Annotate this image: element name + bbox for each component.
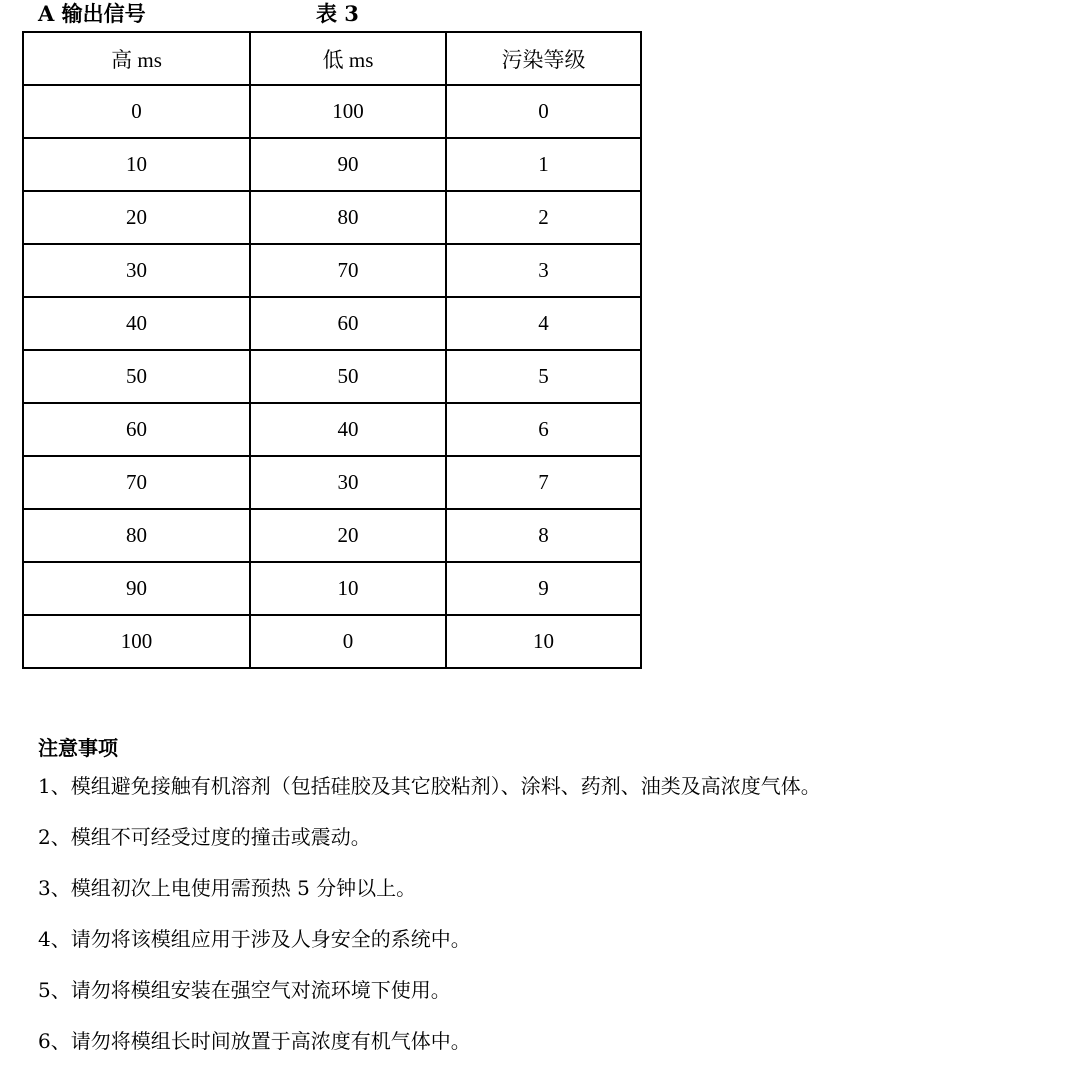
cell-level: 4 <box>446 297 641 350</box>
header-low-ms: 低 ms <box>250 32 446 85</box>
cell-level: 2 <box>446 191 641 244</box>
section-title: A 输出信号 <box>38 1 146 26</box>
cell-low: 10 <box>250 562 446 615</box>
cell-high: 100 <box>23 615 250 668</box>
header-pollution-level: 污染等级 <box>446 32 641 85</box>
cell-low: 90 <box>250 138 446 191</box>
cell-level: 5 <box>446 350 641 403</box>
cell-high: 20 <box>23 191 250 244</box>
cell-low: 70 <box>250 244 446 297</box>
table-caption: 表 3 <box>316 1 359 26</box>
note-item: 2、模组不可经受过度的撞击或震动。 <box>38 825 371 849</box>
cell-high: 70 <box>23 456 250 509</box>
cell-level: 0 <box>446 85 641 138</box>
cell-high: 50 <box>23 350 250 403</box>
cell-level: 10 <box>446 615 641 668</box>
table-row <box>23 350 641 403</box>
cell-low: 50 <box>250 350 446 403</box>
cell-low: 30 <box>250 456 446 509</box>
cell-level: 3 <box>446 244 641 297</box>
cell-level: 7 <box>446 456 641 509</box>
note-item: 5、请勿将模组安装在强空气对流环境下使用。 <box>38 978 451 1002</box>
note-item: 4、请勿将该模组应用于涉及人身安全的系统中。 <box>38 927 471 951</box>
table-row <box>23 615 641 668</box>
note-item: 6、请勿将模组长时间放置于高浓度有机气体中。 <box>38 1029 471 1053</box>
signal-table <box>22 31 642 669</box>
cell-high: 30 <box>23 244 250 297</box>
table-row <box>23 138 641 191</box>
notes-title: 注意事项 <box>38 736 118 760</box>
cell-low: 100 <box>250 85 446 138</box>
cell-low: 60 <box>250 297 446 350</box>
notes-list <box>38 771 821 1077</box>
cell-high: 0 <box>23 85 250 138</box>
table-row <box>23 456 641 509</box>
cell-high: 10 <box>23 138 250 191</box>
cell-low: 80 <box>250 191 446 244</box>
cell-level: 6 <box>446 403 641 456</box>
table-header-row <box>23 32 641 85</box>
table-row <box>23 562 641 615</box>
cell-low: 40 <box>250 403 446 456</box>
cell-high: 80 <box>23 509 250 562</box>
cell-level: 1 <box>446 138 641 191</box>
table-row <box>23 244 641 297</box>
note-item: 1、模组避免接触有机溶剂（包括硅胶及其它胶粘剂）、涂料、药剂、油类及高浓度气体。 <box>38 774 821 798</box>
table-row <box>23 297 641 350</box>
table-row <box>23 191 641 244</box>
cell-low: 20 <box>250 509 446 562</box>
table-row <box>23 403 641 456</box>
cell-low: 0 <box>250 615 446 668</box>
table-row <box>23 509 641 562</box>
cell-level: 9 <box>446 562 641 615</box>
table-row <box>23 85 641 138</box>
note-item: 3、模组初次上电使用需预热 5 分钟以上。 <box>38 876 417 900</box>
header-high-ms: 高 ms <box>23 32 250 85</box>
cell-high: 40 <box>23 297 250 350</box>
cell-high: 60 <box>23 403 250 456</box>
cell-level: 8 <box>446 509 641 562</box>
cell-high: 90 <box>23 562 250 615</box>
